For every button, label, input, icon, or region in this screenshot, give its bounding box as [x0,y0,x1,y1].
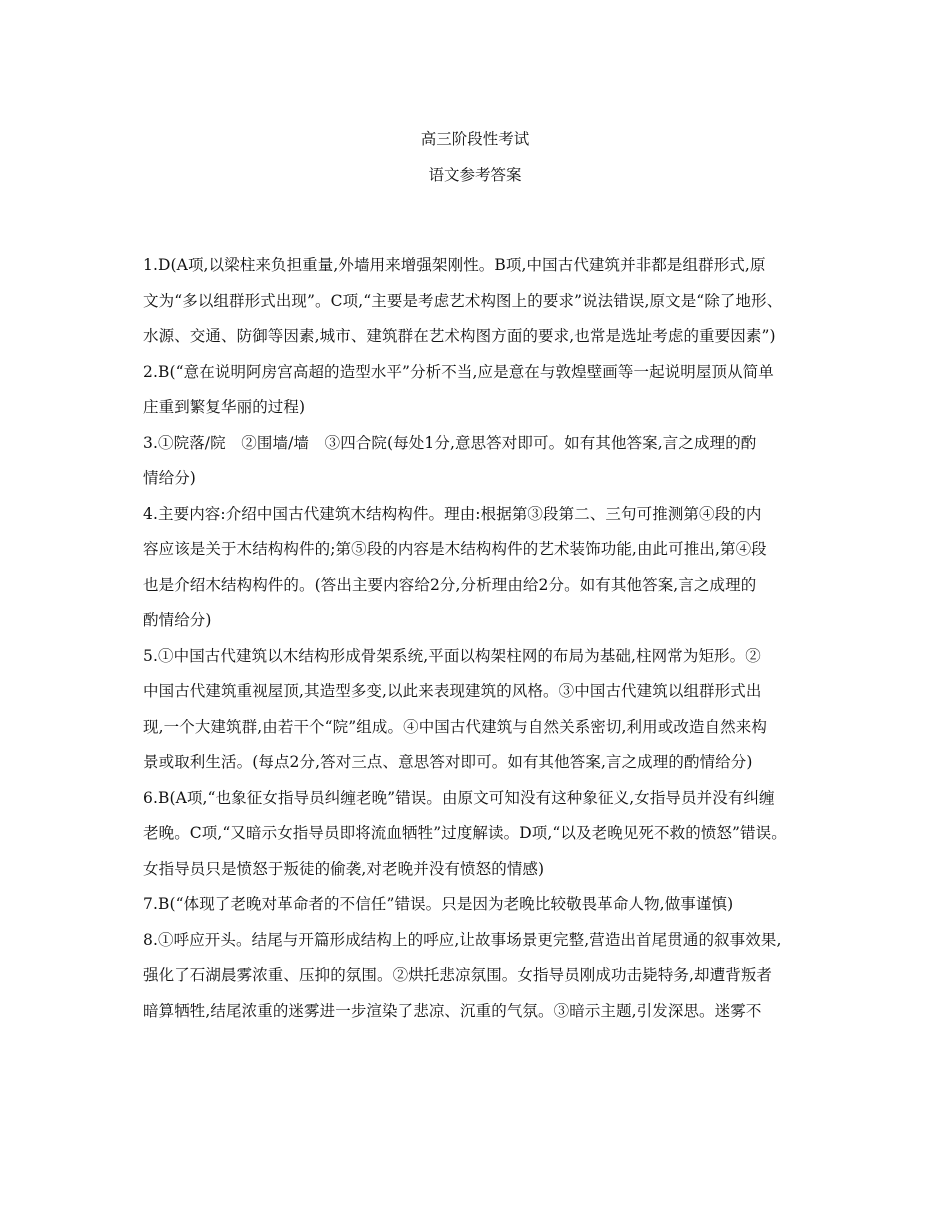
text-line: 老晚。C项,“又暗示女指导员即将流血牺牲”过度解读。D项,“以及老晚见死不救的愤怒”错误。 [143,824,787,842]
text-line: 6.B(A项,“也象征女指导员纠缠老晚”错误。由原文可知没有这种象征义,女指导员并没有纠缠 [143,788,775,807]
text-line: 女指导员只是愤怒于叛徒的偷袭,对老晚并没有愤怒的情感) [143,859,545,878]
text-line: 8.①呼应开头。结尾与开篇形成结构上的呼应,让故事场景更完整,营造出首尾贯通的叙事效果, [143,930,782,949]
text-line: 7.B(“体现了老晚对革命者的不信任”错误。只是因为老晚比较敬畏革命人物,做事谨慎) [143,895,734,913]
text-line: 水源、交通、防御等因素,城市、建筑群在艺术构图方面的要求,也常是选址考虑的重要因素”) [143,327,776,345]
text-line: 庄重到繁复华丽的过程) [143,398,306,416]
text-line: 现,一个大建筑群,由若干个“院”组成。④中国古代建筑与自然关系密切,利用或改造自然来构 [143,717,767,736]
text-line: 5.①中国古代建筑以木结构形成骨架系统,平面以构架柱网的布局为基础,柱网常为矩形。② [143,646,761,665]
text-line: 文为“多以组群形式出现”。C项,“主要是考虑艺术构图上的要求”说法错误,原文是“除了地形、 [143,291,783,310]
text-line: 酌情给分) [143,611,212,629]
text-line: 容应该是关于木结构构件的;第⑤段的内容是木结构构件的艺术装饰功能,由此可推出,第④段 [143,540,767,558]
page-title: 高三阶段性考试 [420,130,530,148]
text-line: 强化了石湖晨雾浓重、压抑的氛围。②烘托悲凉氛围。女指导员刚成功击毙特务,却遭背叛者 [143,966,773,984]
text-line: 1.D(A项,以梁柱来负担重量,外墙用来增强架刚性。B项,中国古代建筑并非都是组群形式,原 [143,256,766,274]
text-line: 也是介绍木结构构件的。(答出主要内容给2分,分析理由给2分。如有其他答案,言之成理的 [143,575,757,594]
text-line: 中国古代建筑重视屋顶,其造型多变,以此来表现建筑的风格。③中国古代建筑以组群形式出 [143,682,762,700]
text-line: 3.①院落/院 ②围墙/墙 ③四合院(每处1分,意思答对即可。如有其他答案,言之成理的酌 [143,433,757,452]
text-line: 4.主要内容:介绍中国古代建筑木结构构件。理由:根据第③段第二、三句可推测第④段的内 [143,504,762,523]
answer-body [143,248,823,1029]
text-line: 情给分) [143,469,196,487]
text-line: 景或取利生活。(每点2分,答对三点、意思答对即可。如有其他答案,言之成理的酌情给分) [143,753,753,771]
page-subtitle: 语文参考答案 [428,166,522,184]
text-line: 2.B(“意在说明阿房宫高超的造型水平”分析不当,应是意在与敦煌壁画等一起说明屋顶从简单 [143,362,774,381]
text-line: 暗算牺牲,结尾浓重的迷雾进一步渲染了悲凉、沉重的气氛。③暗示主题,引发深思。迷雾不 [143,1001,762,1020]
